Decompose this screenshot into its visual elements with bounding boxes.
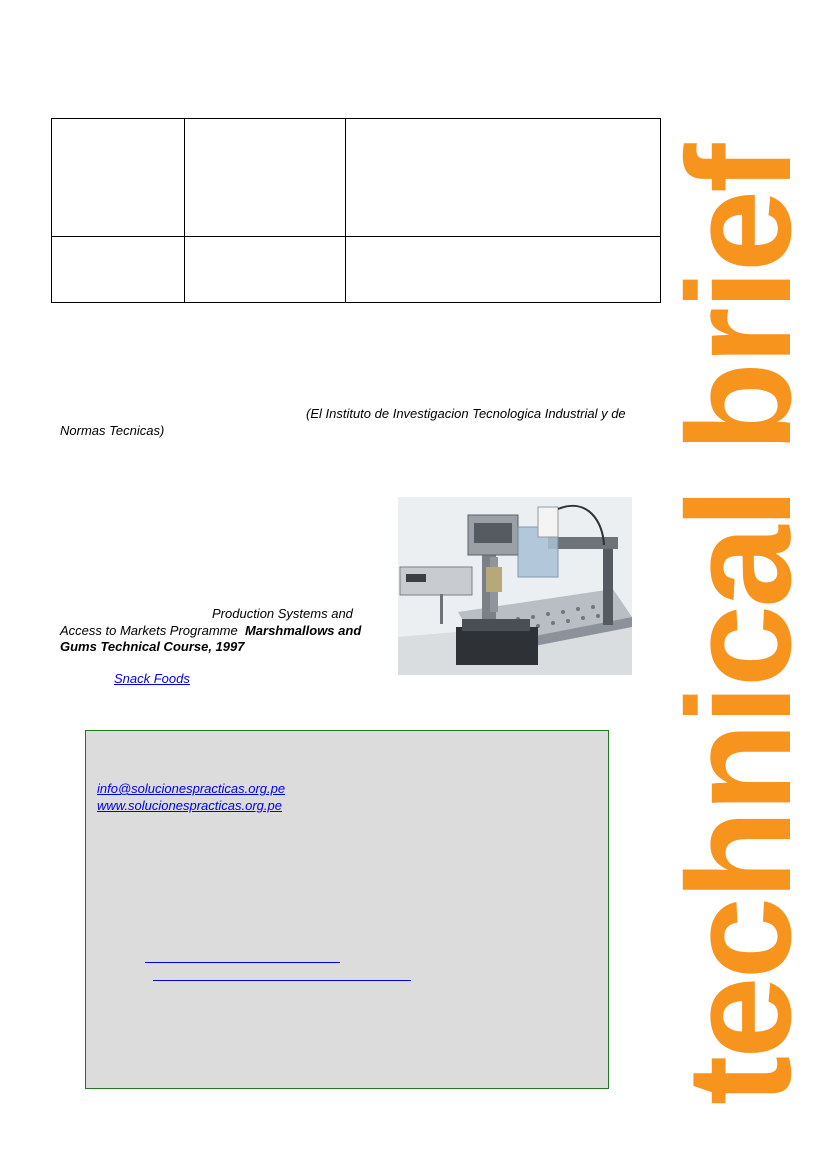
reference-title-part1: Marshmallows and — [244, 623, 362, 638]
reference-line2 — [60, 622, 361, 639]
blank-link-underline[interactable] — [153, 980, 411, 981]
reference-line3: Gums Technical Course, 1997 — [60, 639, 245, 654]
technical-brief-title: technical brief — [657, 146, 822, 1105]
table-row-divider — [52, 236, 660, 237]
institute-note-line2: Normas Tecnicas) — [60, 423, 165, 438]
reference-line1: Production Systems and — [212, 606, 353, 621]
reference-programme: Access to Markets Programme — [60, 623, 238, 638]
snack-foods-link[interactable]: Snack Foods — [114, 671, 190, 686]
contact-email-link[interactable]: info@solucionespracticas.org.pe — [97, 781, 286, 796]
table-column-divider — [345, 119, 346, 302]
institute-note-line1: (El Instituto de Investigacion Tecnologica Industrial y de — [306, 406, 626, 421]
blank-link-underline[interactable] — [145, 962, 340, 963]
info-table — [51, 118, 661, 303]
machine-photo — [398, 497, 632, 675]
contact-website-link[interactable]: www.solucionespracticas.org.pe — [97, 798, 282, 813]
table-column-divider — [184, 119, 185, 302]
